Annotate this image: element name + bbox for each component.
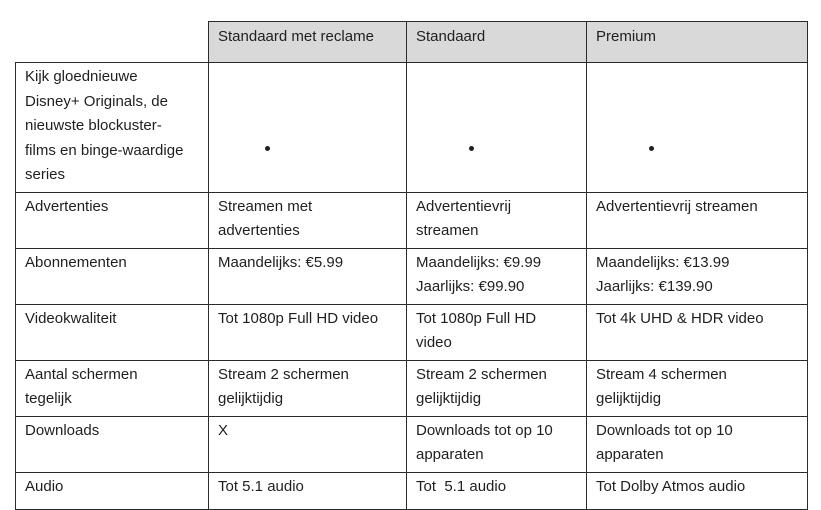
cell-line: gelijktijdig: [416, 390, 482, 407]
cell-advertenties-premium: [587, 192, 808, 248]
row-label-line: Audio: [25, 477, 64, 495]
cell-line: Tot Dolby Atmos audio: [596, 477, 746, 495]
table-row-advertenties: [16, 192, 808, 248]
cell-line: Maandelijks: €13.99: [596, 253, 730, 271]
cell-advertenties-standaard-met-reclame: [209, 192, 407, 248]
bullet-icon: [265, 146, 270, 151]
header-standaard-met-reclame: Standaard met reclame: [209, 22, 407, 63]
cell-schermen-standaard-met-reclame: [209, 360, 407, 416]
empty-corner-cell: [16, 22, 209, 63]
row-label-originals: [16, 63, 209, 193]
table-header-row: [16, 22, 808, 63]
row-label-line: Downloads: [25, 421, 100, 439]
cell-videokwaliteit-standaard: [407, 304, 587, 360]
cell-line: Jaarlijks: €99.90: [416, 278, 525, 295]
cell-originals-premium: [587, 63, 808, 193]
row-label-line: Aantal schermen: [25, 365, 138, 383]
cell-schermen-standaard: [407, 360, 587, 416]
cell-abonnementen-standaard-met-reclame: [209, 248, 407, 304]
table-row-aantal-schermen: [16, 360, 808, 416]
cell-abonnementen-premium: [587, 248, 808, 304]
cell-downloads-standaard-met-reclame: [209, 416, 407, 472]
cell-line: gelijktijdig: [596, 390, 662, 407]
cell-abonnementen-standaard: [407, 248, 587, 304]
table-row-originals: [16, 63, 808, 193]
table-row-downloads: [16, 416, 808, 472]
row-label-line: series: [25, 166, 66, 183]
table-row-videokwaliteit: [16, 304, 808, 360]
table-row-abonnementen: [16, 248, 808, 304]
cell-line: apparaten: [416, 446, 484, 463]
row-label-line: Videokwaliteit: [25, 309, 117, 327]
plan-comparison-table: [15, 21, 808, 510]
cell-line: Tot 1080p Full HD: [416, 309, 537, 327]
row-label-line: Disney+ Originals, de: [25, 92, 168, 110]
cell-line: Advertentievrij streamen: [596, 197, 758, 215]
cell-line: Tot 5.1 audio: [416, 477, 507, 495]
cell-line: Maandelijks: €5.99: [218, 253, 344, 271]
cell-line: gelijktijdig: [218, 390, 284, 407]
cell-line: video: [416, 334, 452, 351]
row-label-videokwaliteit: [16, 304, 209, 360]
cell-line: Streamen met: [218, 197, 313, 215]
cell-advertenties-standaard: [407, 192, 587, 248]
cell-videokwaliteit-premium: [587, 304, 808, 360]
cell-line: streamen: [416, 222, 479, 239]
cell-originals-standaard: [407, 63, 587, 193]
cell-line: Jaarlijks: €139.90: [596, 278, 713, 295]
cell-videokwaliteit-standaard-met-reclame: [209, 304, 407, 360]
cell-line: Downloads tot op 10: [596, 421, 733, 439]
bullet-icon: [649, 146, 654, 151]
cell-downloads-standaard: [407, 416, 587, 472]
cell-downloads-premium: [587, 416, 808, 472]
header-standaard: Standaard: [407, 22, 587, 63]
row-label-abonnementen: [16, 248, 209, 304]
row-label-downloads: [16, 416, 209, 472]
cell-originals-standaard-met-reclame: [209, 63, 407, 193]
row-label-advertenties: [16, 192, 209, 248]
cell-line: Stream 2 schermen: [218, 365, 349, 383]
cell-line: X: [218, 421, 229, 439]
cell-line: Tot 5.1 audio: [218, 477, 304, 495]
cell-line: Stream 2 schermen: [416, 365, 547, 383]
row-label-line: tegelijk: [25, 390, 72, 407]
cell-line: Stream 4 schermen: [596, 365, 727, 383]
header-premium: Premium: [587, 22, 808, 63]
row-label-line: films en binge-waardige: [25, 141, 184, 159]
bullet-icon: [469, 146, 474, 151]
row-label-line: Abonnementen: [25, 253, 127, 271]
cell-line: Downloads tot op 10: [416, 421, 553, 439]
cell-line: Tot 4k UHD & HDR video: [596, 309, 764, 327]
cell-line: Tot 1080p Full HD video: [218, 309, 379, 327]
cell-line: apparaten: [596, 446, 664, 463]
row-label-line: Kijk gloednieuwe: [25, 68, 138, 85]
row-label-line: nieuwste blockuster-: [25, 117, 162, 134]
cell-schermen-premium: [587, 360, 808, 416]
row-label-aantal-schermen: [16, 360, 209, 416]
row-label-line: Advertenties: [25, 197, 109, 215]
cell-line: Maandelijks: €9.99: [416, 253, 542, 271]
cell-line: advertenties: [218, 222, 300, 239]
cell-line: Advertentievrij: [416, 197, 512, 215]
